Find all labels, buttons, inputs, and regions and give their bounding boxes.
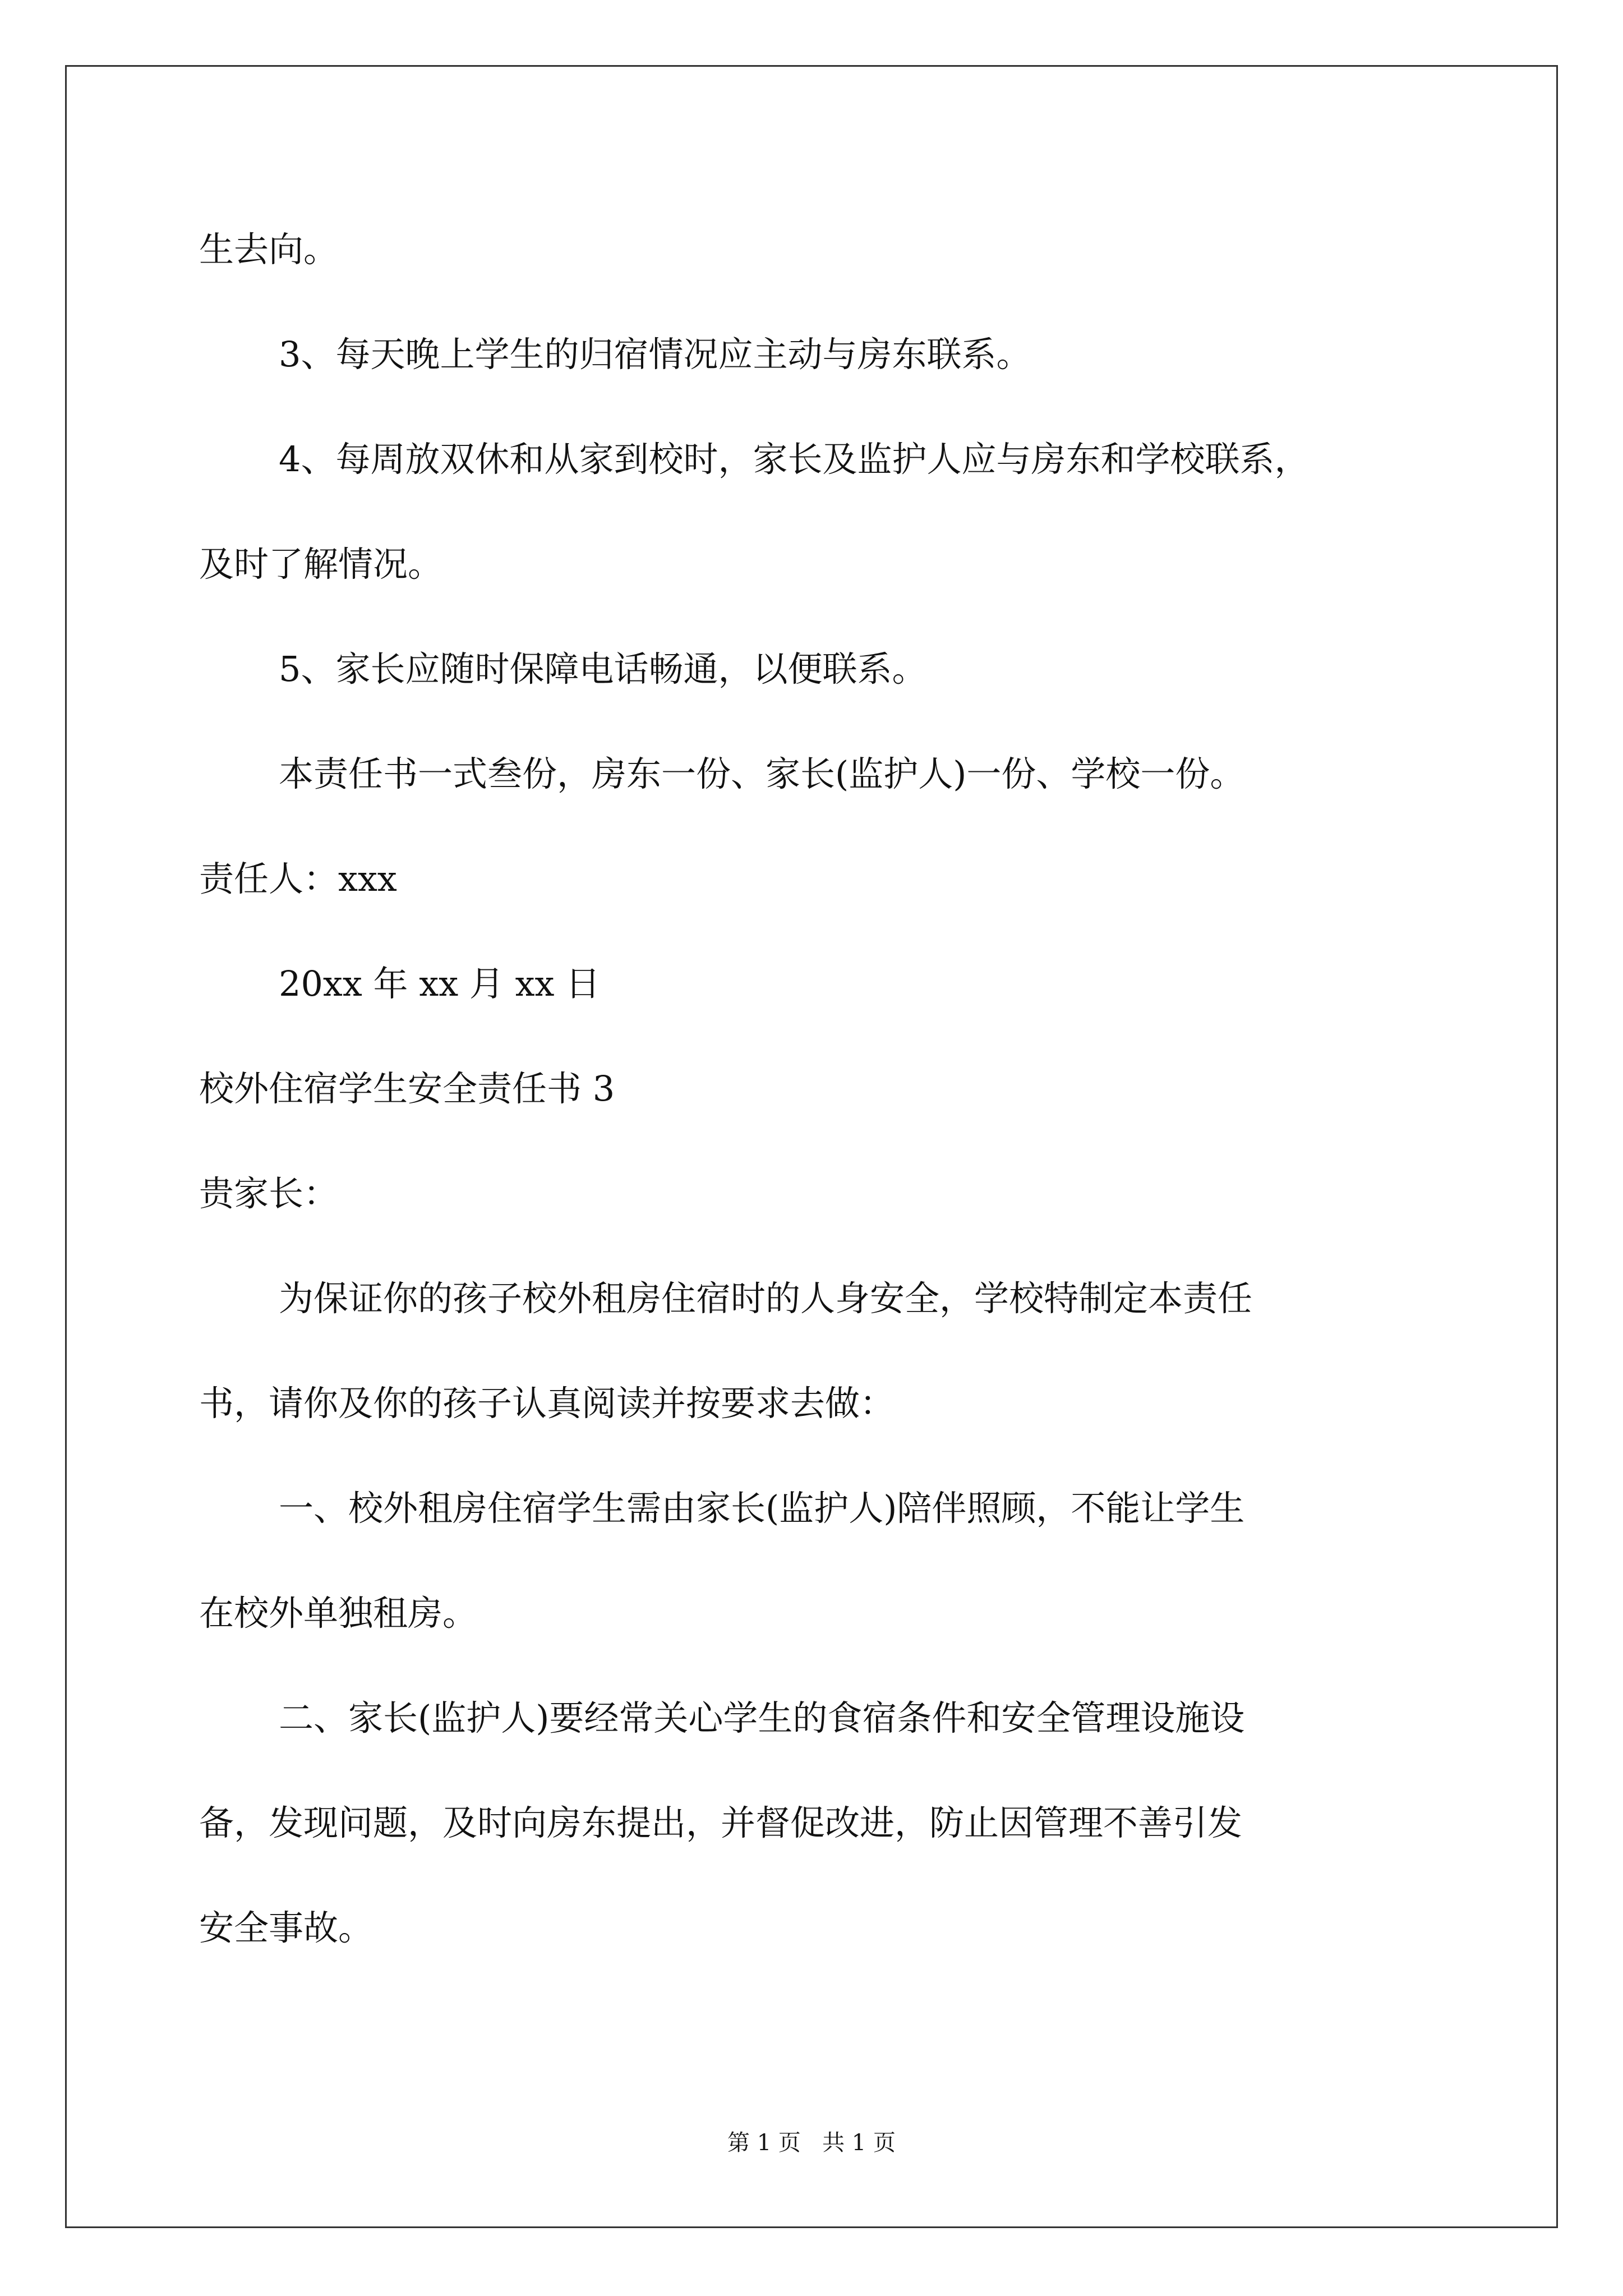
text-line-14: 在校外单独租房。: [199, 1593, 478, 1634]
text-line-1: 生去向。: [199, 229, 339, 270]
text-line-13: 一、校外租房住宿学生需由家长(监护人)陪伴照顾，不能让学生: [279, 1488, 1245, 1529]
text-line-2: 3、每天晚上学生的归宿情况应主动与房东联系。: [279, 334, 1031, 375]
text-line-17: 安全事故。: [199, 1907, 374, 1948]
date-line: 20xx 年 xx 月 xx 日: [279, 963, 601, 1004]
responsible-person: 责任人：xxx: [199, 858, 397, 899]
text-line-12: 书，请你及你的孩子认真阅读并按要求去做：: [199, 1383, 895, 1424]
text-line-3: 4、每周放双休和从家到校时，家长及监护人应与房东和学校联系，: [279, 439, 1310, 480]
section-title: 校外住宿学生安全责任书 3: [199, 1068, 615, 1109]
text-line-15: 二、家长(监护人)要经常关心学生的食宿条件和安全管理设施设: [279, 1697, 1245, 1738]
salutation: 贵家长：: [199, 1173, 339, 1214]
page-footer: 第 1 页 共 1 页: [727, 2130, 896, 2156]
text-line-16: 备，发现问题，及时向房东提出，并督促改进，防止因管理不善引发: [199, 1802, 1243, 1843]
text-line-11: 为保证你的孩子校外租房住宿时的人身安全，学校特制定本责任: [279, 1278, 1253, 1319]
text-line-4: 及时了解情况。: [199, 544, 443, 585]
page-border: [65, 65, 1558, 2228]
text-line-6: 本责任书一式叁份，房东一份、家长(监护人)一份、学校一份。: [279, 753, 1245, 794]
text-line-5: 5、家长应随时保障电话畅通，以便联系。: [279, 648, 927, 689]
